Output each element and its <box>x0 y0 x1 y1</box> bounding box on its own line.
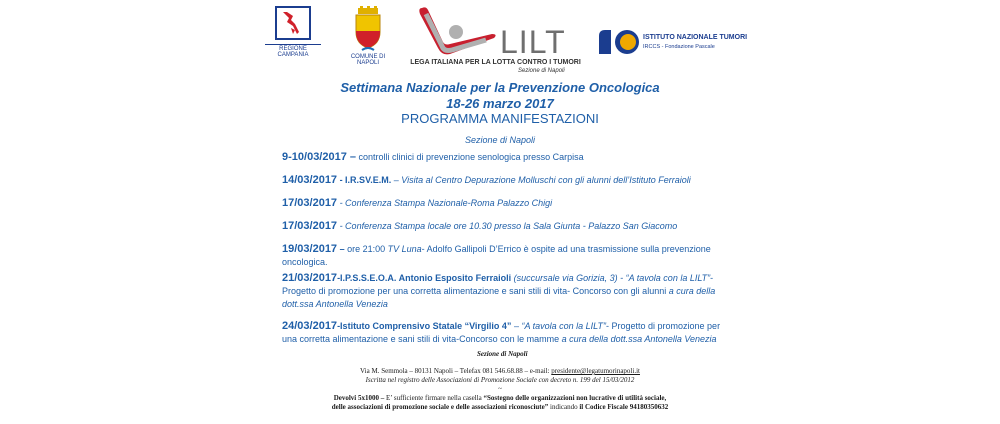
list-item <box>282 220 677 233</box>
event-text: - Conferenza Stampa locale ore 10.30 presso la Sala Giunta - Palazzo San Giacomo <box>337 221 678 231</box>
event-org: - I.R.SV.E.M. <box>337 175 392 185</box>
codice-fiscale: il Codice Fiscale 94180350632 <box>579 403 669 411</box>
event-sep: – <box>337 244 348 254</box>
address-text: Via M. Semmola – 80131 Napoli – Telefax 081 546.68.88 – e-mail: <box>360 367 552 375</box>
event-text: - Conferenza Stampa Nazionale-Roma Palazzo Chigi <box>337 198 553 208</box>
campania-shield-icon <box>275 6 311 40</box>
int-line1: ISTITUTO NAZIONALE TUMORI <box>643 34 748 41</box>
devolvi-text: E’ sufficiente firmare nella casella <box>384 394 484 402</box>
page-title: Settimana Nazionale per la Prevenzione Oncologica <box>340 80 660 95</box>
event-text-line2b: a cura della <box>668 286 716 296</box>
event-text-line2: oncologica. <box>282 257 328 267</box>
event-date: 14/03/2017 <box>282 174 338 186</box>
program-heading: PROGRAMMA MANIFESTAZIONI <box>401 111 599 126</box>
list-item <box>282 320 720 346</box>
comune-napoli-logo <box>340 6 396 64</box>
int-line2: IRCCS - Fondazione Pascale <box>643 44 715 50</box>
footer-devolvi <box>0 394 1000 402</box>
devolvi-line2: delle associazioni di promozione sociale e delle associazioni riconosciute” <box>331 403 549 411</box>
regione-campania-logo <box>265 6 321 56</box>
event-date: 24/03/2017 <box>282 320 338 332</box>
event-sep: – <box>511 321 522 331</box>
lilt-logo <box>408 4 583 76</box>
event-date: 17/03/2017 <box>282 197 338 209</box>
devolvi-quote: “Sostegno delle organizzazioni non lucrative di utilità sociale, <box>483 394 667 402</box>
event-tv: TV Luna <box>387 244 422 254</box>
section-heading: Sezione di Napoli <box>464 135 536 145</box>
devolvi-line2b: indicando <box>548 403 580 411</box>
footer-divider: ~ <box>498 385 502 393</box>
lilt-wordmark: LILT <box>500 24 566 60</box>
list-item <box>282 174 691 187</box>
list-item <box>282 151 584 164</box>
event-text: - Progetto di promozione per <box>606 321 721 331</box>
event-text: controlli clinici di prevenzione senologica presso Carpisa <box>356 152 584 162</box>
int-mark-icon <box>597 28 641 58</box>
event-text-line2b: a cura della dott.ssa Antonella Venezia <box>561 334 717 344</box>
event-date: 17/03/2017 <box>282 220 338 232</box>
footer-registry: Iscritta nel registro delle Associazioni di Promozione Sociale con decreto n. 199 del 15/03/2012 <box>365 376 635 384</box>
footer-section: Sezione di Napoli <box>477 350 528 358</box>
campania-caption: REGIONE CAMPANIA <box>265 44 321 58</box>
email-link[interactable]: presidente@legatumorinapoli.it <box>551 367 640 375</box>
event-text: - Adolfo Gallipoli D’Errico è ospite ad una trasmissione sulla prevenzione <box>421 244 711 254</box>
napoli-caption: COMUNE DI NAPOLI <box>350 54 386 66</box>
event-paren: (succursale via Gorizia, 3) - “A tavola con la LILT” <box>511 273 711 283</box>
event-text-line2: una corretta alimentazione e sani stili di vita-Concorso con le mamme <box>282 334 562 344</box>
napoli-crest-icon <box>340 6 396 54</box>
event-text: - <box>710 273 714 283</box>
event-org: -I.P.S.S.E.O.A. Antonio Esposito Ferraioli <box>337 273 512 283</box>
event-time: ore 21:00 <box>347 244 388 254</box>
istituto-tumori-logo <box>597 28 748 58</box>
event-date: 9-10/03/2017 – <box>282 151 357 163</box>
footer-address <box>0 367 1000 375</box>
list-item <box>282 197 552 210</box>
lilt-figure-icon <box>416 4 498 58</box>
event-date: 19/03/2017 <box>282 243 338 255</box>
lilt-subtitle: LEGA ITALIANA PER LA LOTTA CONTRO I TUMORI <box>410 59 581 66</box>
event-text-line2: Progetto di promozione per una corretta alimentazione e sani stili di vita- Concorso con gli alunni <box>282 286 669 296</box>
list-item <box>282 243 711 269</box>
list-item <box>282 272 715 311</box>
lilt-section: Sezione di Napoli <box>518 68 565 74</box>
event-title: “A tavola con la LILT” <box>521 321 606 331</box>
event-text: – Visita al Centro Depurazione Molluschi con gli alunni dell’Istituto Ferraioli <box>391 175 691 185</box>
event-date: 21/03/2017 <box>282 272 338 284</box>
event-org: -Istituto Comprensivo Statale “Virgilio 4” <box>337 321 512 331</box>
event-dates: 18-26 marzo 2017 <box>446 96 554 111</box>
footer-devolvi-line2 <box>0 403 1000 411</box>
event-text-line3: dott.ssa Antonella Venezia <box>282 299 388 309</box>
devolvi-label: Devolvi 5x1000 – <box>333 394 385 402</box>
